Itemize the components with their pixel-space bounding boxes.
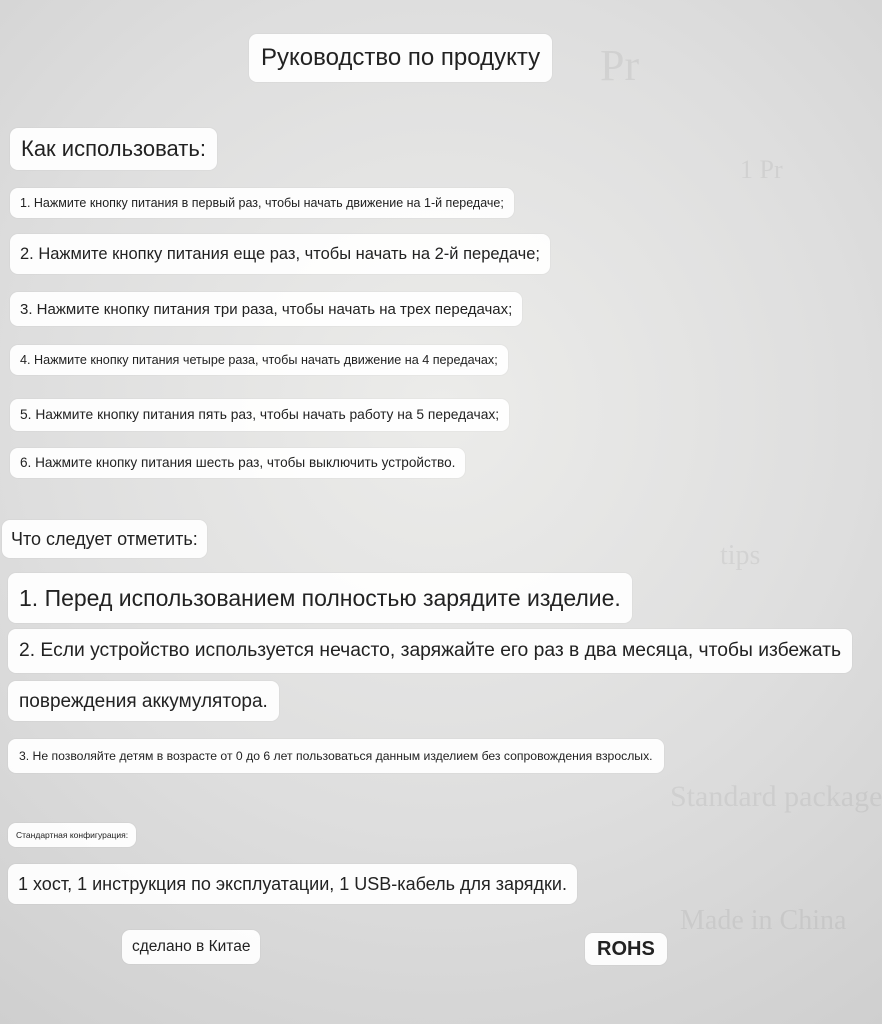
- usage-step: 6. Нажмите кнопку питания шесть раз, чтобы выключить устройство.: [10, 448, 465, 478]
- background-ghost-text: tips: [720, 540, 761, 571]
- usage-step: 5. Нажмите кнопку питания пять раз, чтобы начать работу на 5 передачах;: [10, 399, 509, 431]
- page-title: Руководство по продукту: [249, 34, 552, 82]
- note-item: 1. Перед использованием полностью зарядите изделие.: [8, 573, 632, 623]
- configuration-items: 1 хост, 1 инструкция по эксплуатации, 1 USB-кабель для зарядки.: [8, 864, 577, 904]
- configuration-label: Стандартная конфигурация:: [8, 823, 136, 847]
- usage-step: 2. Нажмите кнопку питания еще раз, чтобы начать на 2-й передаче;: [10, 234, 550, 274]
- notes-heading: Что следует отметить:: [2, 520, 207, 558]
- usage-step: 3. Нажмите кнопку питания три раза, чтобы начать на трех передачах;: [10, 292, 522, 326]
- background-ghost-text: Standard package: [670, 780, 882, 813]
- background-ghost-text: 1 Pr: [740, 155, 783, 184]
- made-in-label: сделано в Китае: [122, 930, 260, 964]
- usage-step: 4. Нажмите кнопку питания четыре раза, чтобы начать движение на 4 передачах;: [10, 345, 508, 375]
- usage-step: 1. Нажмите кнопку питания в первый раз, чтобы начать движение на 1-й передаче;: [10, 188, 514, 218]
- note-item: 2. Если устройство используется нечасто, заряжайте его раз в два месяца, чтобы избежать: [8, 629, 852, 673]
- note-item: 3. Не позволяйте детям в возрасте от 0 до 6 лет пользоваться данным изделием без сопровождения взрослых.: [8, 739, 664, 773]
- note-item-continuation: повреждения аккумулятора.: [8, 681, 279, 721]
- how-to-use-heading: Как использовать:: [10, 128, 217, 170]
- background-ghost-text: Made in China: [680, 905, 847, 936]
- rohs-certification-mark: ROHS: [585, 933, 667, 965]
- background-ghost-text: Pr: [600, 41, 640, 90]
